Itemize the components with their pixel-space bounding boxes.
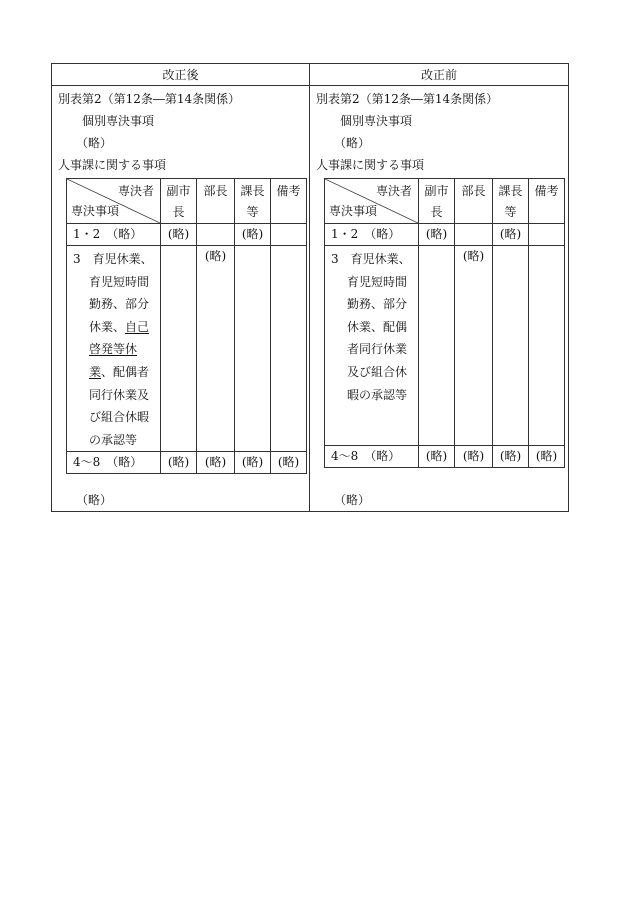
appendix-title: 別表第2（第12条―第14条関係） xyxy=(58,92,241,106)
table-row xyxy=(67,246,307,452)
col-header-remarks: 備考 xyxy=(529,179,565,224)
table-row xyxy=(325,446,565,468)
footer-omitted: （略） xyxy=(76,493,113,507)
row-item: 4～8 （略） xyxy=(325,446,419,468)
omitted-note: （略） xyxy=(334,136,371,150)
row-cell xyxy=(271,246,307,452)
footer-omitted: （略） xyxy=(334,493,371,507)
row-cell: (略) xyxy=(455,246,493,446)
column-before xyxy=(310,86,568,511)
matter-label: 専決事項 xyxy=(71,204,120,218)
col-header-vice-mayor: 副市 長 xyxy=(161,179,197,224)
amended-text: 啓発等休 xyxy=(89,342,138,357)
col-header-director: 部長 xyxy=(455,179,493,224)
amended-text: 自己 xyxy=(125,319,150,334)
row-cell: (略) xyxy=(271,452,307,474)
row-cell: (略) xyxy=(493,224,529,246)
omitted-note: （略） xyxy=(76,136,113,150)
diagonal-header-cell xyxy=(67,179,161,224)
row-cell xyxy=(271,224,307,246)
table-row xyxy=(325,224,565,246)
table-row xyxy=(325,246,565,446)
subheading-individual: 個別専決事項 xyxy=(340,114,413,128)
section-heading: 人事課に関する事項 xyxy=(58,158,167,172)
col-header-director: 部長 xyxy=(197,179,235,224)
row-cell xyxy=(235,246,271,452)
delegation-table xyxy=(66,178,307,474)
row-cell xyxy=(529,224,565,246)
col-header-section-chief: 課長 等 xyxy=(235,179,271,224)
row-cell xyxy=(455,224,493,246)
row-cell: (略) xyxy=(493,446,529,468)
col-header-remarks: 備考 xyxy=(271,179,307,224)
row-cell: (略) xyxy=(197,246,235,452)
row-cell: (略) xyxy=(455,446,493,468)
row-item: 1・2 （略） xyxy=(325,224,419,246)
delegation-table xyxy=(324,178,565,468)
approver-label: 専決者 xyxy=(117,184,154,198)
row-cell: (略) xyxy=(419,224,455,246)
col-header-vice-mayor: 副市 長 xyxy=(419,179,455,224)
table-row xyxy=(67,224,307,246)
col-header-section-chief: 課長 等 xyxy=(493,179,529,224)
row-item: 3 育児休業、 育児短時間 勤務、部分 休業、自己 啓発等休 業、配偶者 同行休業及 び組合休暇 の承認等 xyxy=(67,246,161,452)
row-cell: (略) xyxy=(161,224,197,246)
row-cell xyxy=(161,246,197,452)
column-after xyxy=(52,86,310,511)
subheading-individual: 個別専決事項 xyxy=(82,114,155,128)
header-before: 改正前 xyxy=(310,64,568,86)
header-after: 改正後 xyxy=(52,64,310,86)
row-item: 4～8 （略） xyxy=(67,452,161,474)
comparison-document xyxy=(51,63,569,512)
row-cell: (略) xyxy=(529,446,565,468)
row-item: 3 育児休業、 育児短時間 勤務、部分 休業、配偶 者同行休業 及び組合休 暇の承認等 xyxy=(325,246,419,446)
row-cell: (略) xyxy=(235,224,271,246)
amended-text: 業 xyxy=(89,364,102,379)
row-cell: (略) xyxy=(161,452,197,474)
row-cell xyxy=(529,246,565,446)
approver-label: 専決者 xyxy=(375,184,412,198)
row-cell: (略) xyxy=(419,446,455,468)
table-row xyxy=(67,452,307,474)
row-cell: (略) xyxy=(235,452,271,474)
row-item: 1・2 （略） xyxy=(67,224,161,246)
matter-label: 専決事項 xyxy=(329,204,378,218)
section-heading: 人事課に関する事項 xyxy=(316,158,425,172)
diagonal-header-cell xyxy=(325,179,419,224)
row-cell xyxy=(197,224,235,246)
row-cell xyxy=(493,246,529,446)
row-cell xyxy=(419,246,455,446)
row-cell: (略) xyxy=(197,452,235,474)
appendix-title: 別表第2（第12条―第14条関係） xyxy=(316,92,499,106)
